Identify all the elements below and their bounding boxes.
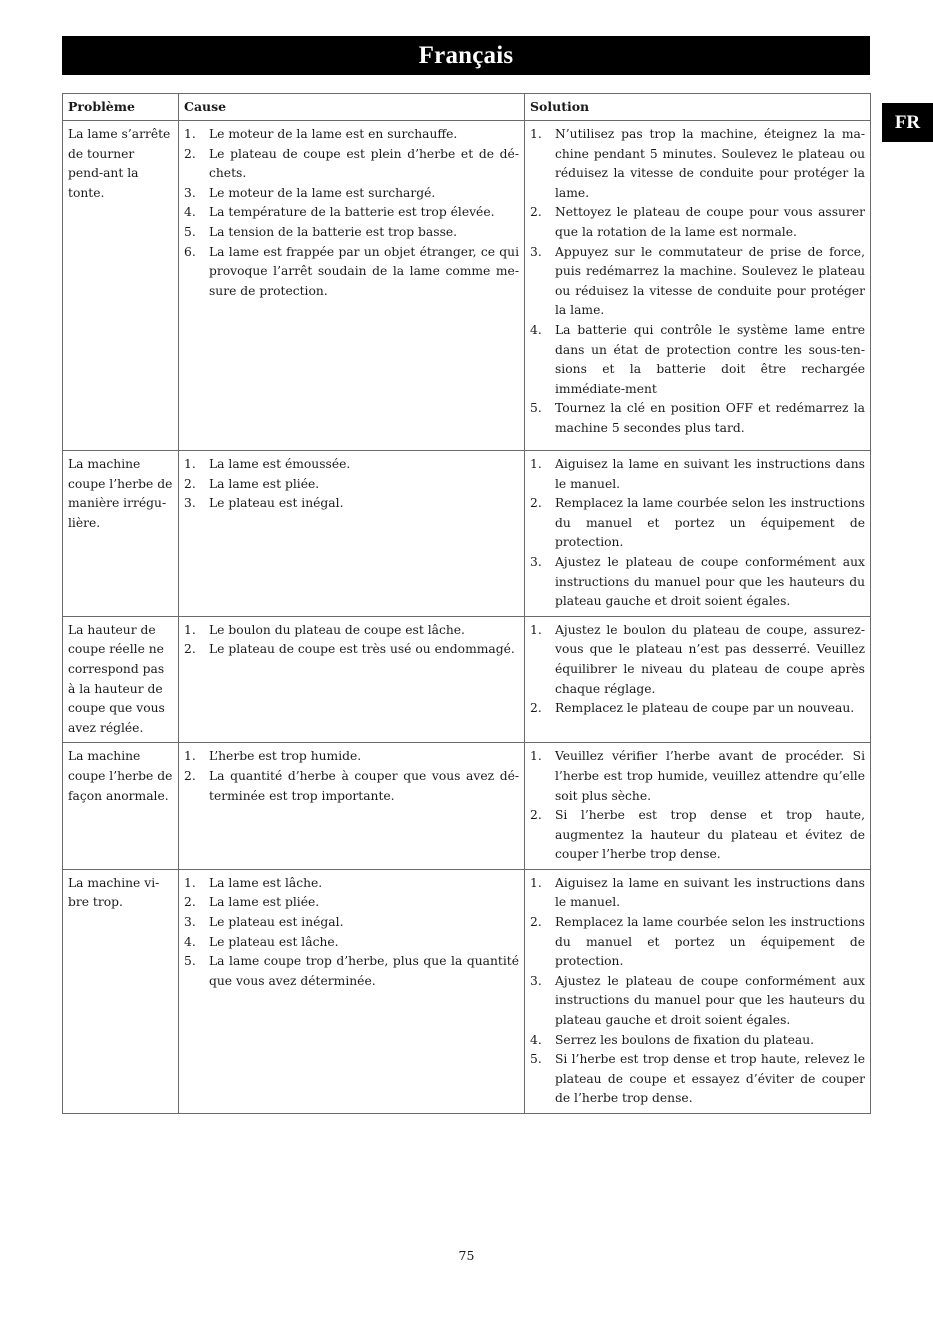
item-number: 2.	[530, 915, 542, 930]
item-number: 1.	[530, 875, 542, 890]
item-number: 2.	[184, 642, 196, 657]
cause-item	[184, 145, 519, 184]
table-row	[63, 743, 871, 870]
item-number: 3.	[184, 915, 196, 930]
cause-item	[184, 874, 519, 894]
solution-item	[530, 455, 865, 494]
page-number: 75	[458, 1248, 475, 1263]
item-text: Le moteur de la lame est surchargé.	[209, 185, 436, 200]
item-text: La température de la batterie est trop élevée.	[209, 205, 495, 220]
problem-cell	[63, 451, 179, 617]
problem-text: La machine coupe l’herbe de façon anormale.	[68, 749, 173, 803]
cause-item	[184, 640, 519, 660]
item-text: Nettoyez le plateau de coupe pour vous assurer que la rotation de la lame est normale.	[555, 205, 865, 239]
item-text: Ajustez le plateau de coupe conformément aux instructions du manuel pour que les hauteurs du plateau gauche et droit soient égales.	[555, 554, 865, 609]
cause-list	[184, 621, 519, 660]
item-text: Ajustez le boulon du plateau de coupe, assurez-vous que le plateau n’est pas desserré. Veuillez équilibrer le niveau du plateau de coupe après chaque réglage.	[555, 622, 865, 696]
table-row	[63, 121, 871, 451]
table-row	[63, 869, 871, 1113]
item-number: 3.	[530, 973, 542, 988]
item-text: Serrez les boulons de fixation du plateau.	[555, 1032, 815, 1047]
item-text: La batterie qui contrôle le système lame entre dans un état de protection contre les sous-ten-sions et la batterie doit être rechargée immédiate-ment	[555, 322, 865, 396]
cause-cell	[179, 121, 525, 451]
item-number: 4.	[530, 1032, 542, 1047]
item-number: 4.	[530, 322, 542, 337]
item-number: 2.	[530, 496, 542, 511]
item-text: Le plateau est inégal.	[209, 915, 344, 930]
solution-item	[530, 494, 865, 553]
item-text: Remplacez la lame courbée selon les instructions du manuel et portez un équipement de protection.	[555, 915, 865, 969]
item-number: 3.	[530, 244, 542, 259]
cause-item	[184, 494, 519, 514]
solution-cell	[525, 121, 871, 451]
cause-item	[184, 184, 519, 204]
solution-item	[530, 1050, 865, 1109]
solution-list	[530, 621, 865, 719]
item-number: 1.	[184, 457, 196, 471]
cause-list	[184, 125, 519, 301]
table-row	[63, 616, 871, 743]
item-text: Tournez la clé en position OFF et redémarrez la machine 5 secondes plus tard.	[555, 401, 865, 435]
cause-item	[184, 767, 519, 806]
solution-item	[530, 913, 865, 972]
cause-item	[184, 952, 519, 991]
item-text: Aiguisez la lame en suivant les instructions dans le manuel.	[555, 875, 865, 910]
problem-text: La lame s’arrête de tourner pend-ant la tonte.	[68, 127, 171, 200]
page-title: Français	[62, 36, 870, 75]
item-number: 5.	[184, 954, 196, 969]
cause-item	[184, 243, 519, 302]
solution-cell	[525, 743, 871, 870]
table-row	[63, 451, 871, 617]
item-number: 1.	[184, 749, 196, 764]
item-text: Le moteur de la lame est en surchauffe.	[209, 127, 458, 141]
table-body	[63, 121, 871, 1114]
item-text: Le plateau est lâche.	[209, 934, 339, 949]
cause-item	[184, 475, 519, 495]
troubleshooting-table	[62, 93, 871, 1114]
item-number: 2.	[530, 205, 542, 220]
solution-list	[530, 125, 865, 439]
item-text: La quantité d’herbe à couper que vous avez dé-terminée est trop importante.	[209, 768, 519, 803]
item-number: 2.	[530, 701, 542, 716]
column-header-cause: Cause	[179, 94, 525, 121]
cause-item	[184, 223, 519, 243]
item-number: 2.	[184, 768, 196, 783]
item-text: La lame est frappée par un objet étranger, ce qui provoque l’arrêt soudain de la lame comme me-sure de protection.	[209, 244, 519, 298]
cause-cell	[179, 869, 525, 1113]
item-number: 1.	[184, 622, 196, 637]
solution-cell	[525, 616, 871, 743]
item-text: La lame est lâche.	[209, 875, 323, 890]
item-number: 2.	[184, 476, 196, 491]
item-number: 1.	[530, 457, 542, 471]
solution-item	[530, 203, 865, 242]
item-text: La tension de la batterie est trop basse.	[209, 224, 458, 239]
cause-list	[184, 455, 519, 514]
solution-list	[530, 874, 865, 1109]
item-number: 1.	[530, 749, 542, 764]
cause-item	[184, 747, 519, 767]
cause-cell	[179, 616, 525, 743]
item-text: Remplacez la lame courbée selon les instructions du manuel et portez un équipement de protection.	[555, 496, 865, 550]
item-number: 3.	[184, 185, 196, 200]
item-text: Le plateau de coupe est plein d’herbe et de dé-chets.	[209, 146, 519, 181]
solution-item	[530, 1031, 865, 1051]
item-text: Aiguisez la lame en suivant les instructions dans le manuel.	[555, 457, 865, 491]
item-number: 5.	[184, 224, 196, 239]
item-text: Le plateau de coupe est très usé ou endommagé.	[209, 642, 515, 657]
table-header-row	[63, 94, 871, 121]
item-text: La lame est pliée.	[209, 476, 320, 491]
cause-item	[184, 913, 519, 933]
solution-item	[530, 399, 865, 438]
item-text: Si l’herbe est trop dense et trop haute, augmentez la hauteur du plateau et évitez de couper l’herbe trop dense.	[555, 808, 865, 862]
item-number: 1.	[530, 622, 542, 637]
cause-cell	[179, 743, 525, 870]
item-text: La lame coupe trop d’herbe, plus que la quantité que vous avez déterminée.	[209, 954, 519, 988]
language-tab: FR	[882, 103, 933, 142]
solution-item	[530, 874, 865, 913]
item-text: Veuillez vérifier l’herbe avant de procéder. Si l’herbe est trop humide, veuillez attendre qu’elle soit plus sèche.	[555, 749, 865, 803]
cause-item	[184, 933, 519, 953]
solution-item	[530, 806, 865, 865]
solution-cell	[525, 451, 871, 617]
solution-item	[530, 972, 865, 1031]
cause-item	[184, 203, 519, 223]
item-text: La lame est pliée.	[209, 895, 320, 910]
problem-cell	[63, 121, 179, 451]
solution-list	[530, 455, 865, 612]
item-number: 1.	[530, 127, 542, 141]
column-header-problem: Problème	[63, 94, 179, 121]
problem-text: La machine vi-bre trop.	[68, 875, 160, 910]
cause-cell	[179, 451, 525, 617]
item-text: Appuyez sur le commutateur de prise de force, puis redémarrez la machine. Soulevez le plateau ou réduisez la vitesse de conduite pour protéger la lame.	[555, 244, 865, 318]
solution-cell	[525, 869, 871, 1113]
solution-item	[530, 621, 865, 699]
cause-item	[184, 125, 519, 145]
solution-item	[530, 699, 865, 719]
item-text: La lame est émoussée.	[209, 457, 351, 471]
solution-item	[530, 553, 865, 612]
problem-text: La hauteur de coupe réelle ne correspond pas à la hauteur de coupe que vous avez réglée.	[68, 622, 165, 735]
problem-cell	[63, 743, 179, 870]
item-number: 2.	[184, 146, 196, 161]
item-number: 2.	[530, 808, 542, 823]
item-number: 5.	[530, 1052, 542, 1067]
item-text: N’utilisez pas trop la machine, éteignez la ma-chine pendant 5 minutes. Soulevez le plateau ou réduisez la vitesse de conduite pour protéger la lame.	[555, 127, 865, 200]
solution-item	[530, 321, 865, 399]
solution-list	[530, 747, 865, 865]
cause-list	[184, 874, 519, 992]
item-number: 1.	[184, 875, 196, 890]
item-number: 5.	[530, 401, 542, 416]
problem-text: La machine coupe l’herbe de manière irrégu-lière.	[68, 457, 173, 530]
cause-item	[184, 893, 519, 913]
cause-item	[184, 455, 519, 475]
item-text: Le plateau est inégal.	[209, 496, 344, 511]
item-number: 2.	[184, 895, 196, 910]
problem-cell	[63, 869, 179, 1113]
item-text: L’herbe est trop humide.	[209, 749, 362, 764]
solution-item	[530, 747, 865, 806]
item-text: Si l’herbe est trop dense et trop haute, relevez le plateau de coupe et essayez d’éviter de couper de l’herbe trop dense.	[555, 1052, 865, 1106]
solution-item	[530, 243, 865, 321]
column-header-solution: Solution	[525, 94, 871, 121]
item-text: Ajustez le plateau de coupe conformément aux instructions du manuel pour que les hauteurs du plateau gauche et droit soient égales.	[555, 973, 865, 1028]
item-number: 4.	[184, 205, 196, 220]
item-number: 6.	[184, 244, 196, 259]
item-number: 1.	[184, 127, 196, 141]
item-text: Le boulon du plateau de coupe est lâche.	[209, 622, 465, 637]
item-number: 3.	[184, 496, 196, 511]
cause-list	[184, 747, 519, 806]
problem-cell	[63, 616, 179, 743]
cause-item	[184, 621, 519, 641]
item-number: 4.	[184, 934, 196, 949]
item-number: 3.	[530, 554, 542, 569]
solution-item	[530, 125, 865, 203]
item-text: Remplacez le plateau de coupe par un nouveau.	[555, 701, 855, 716]
